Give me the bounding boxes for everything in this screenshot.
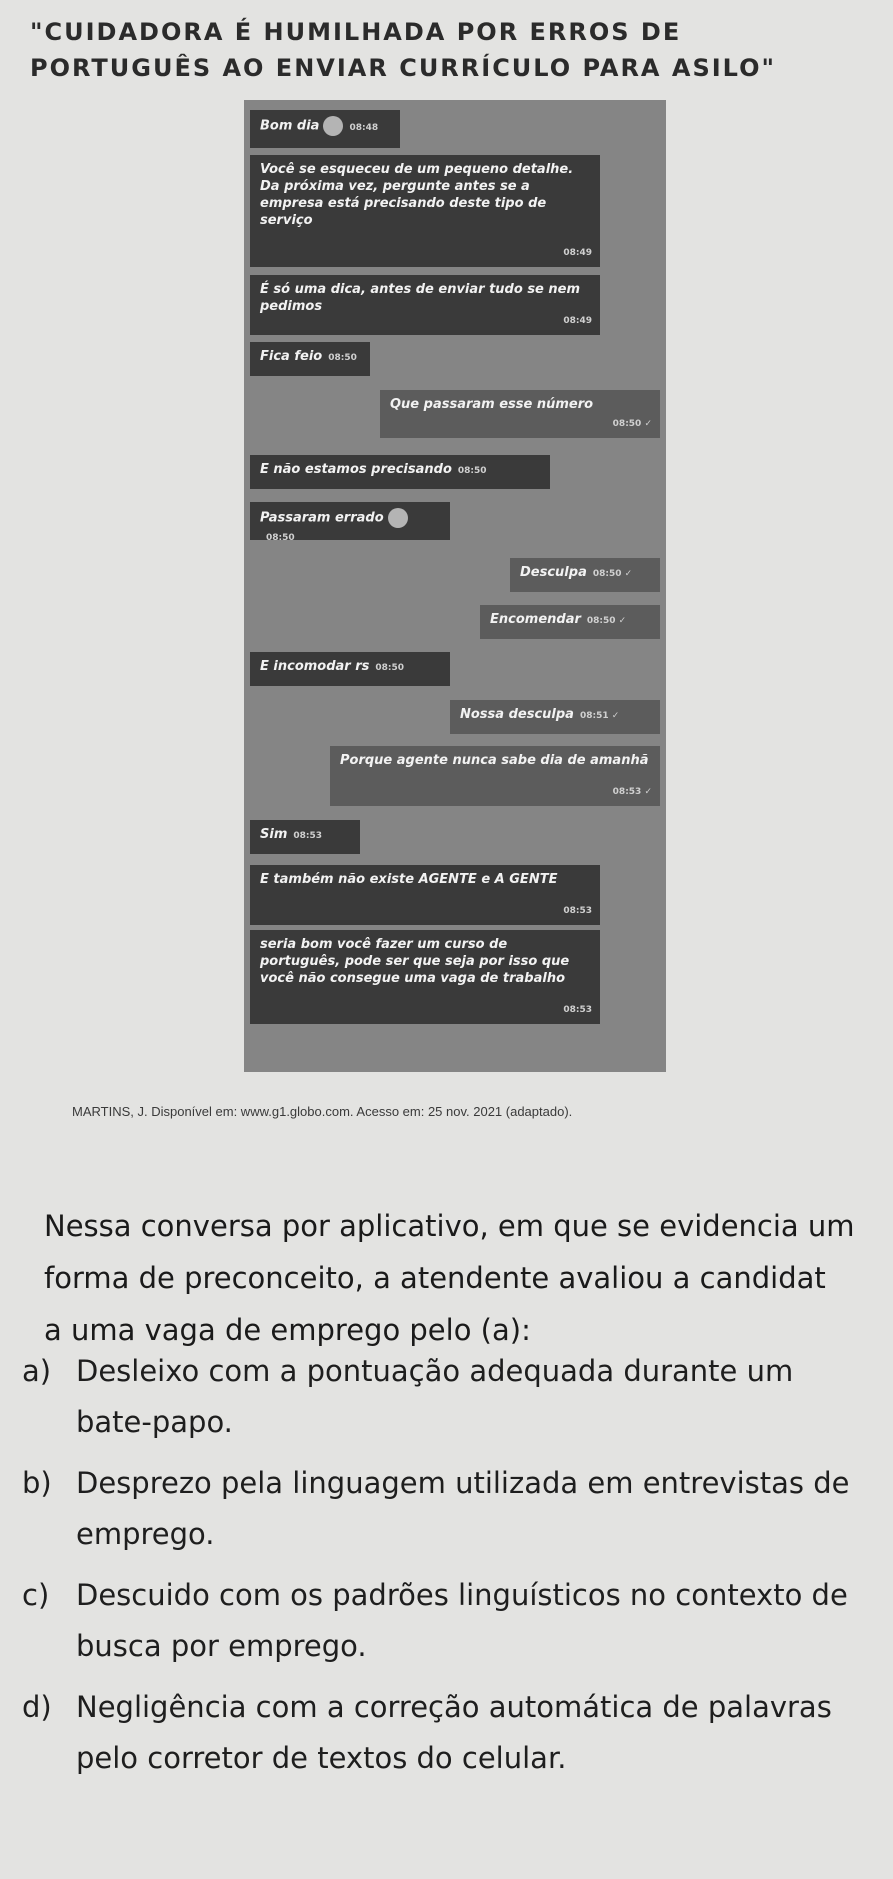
message-time: 08:50 ✓ — [612, 419, 652, 429]
option-letter: b) — [22, 1466, 52, 1500]
option-letter: a) — [22, 1354, 52, 1388]
question-line: forma de preconceito, a atendente avaliou a candidat — [44, 1261, 826, 1295]
message-text: E não estamos precisando — [260, 462, 452, 477]
message-text: Nossa desculpa — [460, 707, 574, 722]
message-time: 08:50 ✓ — [586, 616, 627, 626]
message-time: 08:53 — [563, 1005, 592, 1015]
incoming-message — [250, 455, 550, 489]
message-text: É só uma dica, antes de enviar tudo se nem pedimos — [260, 282, 585, 314]
message-text: Encomendar — [490, 612, 581, 627]
option-text: Desleixo com a pontuação adequada durante um bate-papo. — [76, 1354, 794, 1439]
message-time: 08:53 ✓ — [612, 787, 652, 797]
question-text — [44, 1200, 884, 1356]
incoming-message — [250, 110, 400, 148]
message-time: 08:49 — [563, 316, 592, 326]
news-headline: "CUIDADORA É HUMILHADA POR ERROS DE PORTUGUÊS AO ENVIAR CURRÍCULO PARA ASILO" — [30, 18, 776, 82]
incoming-message — [250, 342, 370, 376]
message-text: Sim — [260, 827, 288, 842]
option-text: Desprezo pela linguagem utilizada em entrevistas de emprego. — [76, 1466, 850, 1551]
outgoing-message — [380, 390, 660, 438]
message-time: 08:50 — [266, 533, 295, 543]
message-time: 08:49 — [563, 248, 592, 258]
option-c[interactable] — [22, 1570, 882, 1672]
source-caption: MARTINS, J. Disponível em: www.g1.globo.com. Acesso em: 25 nov. 2021 (adaptado). — [72, 1104, 573, 1119]
option-text: Descuido com os padrões linguísticos no contexto de busca por emprego. — [76, 1578, 848, 1663]
message-time: 08:50 — [457, 466, 487, 476]
incoming-message — [250, 155, 600, 267]
message-time: 08:50 — [375, 663, 405, 673]
message-text: E também não existe AGENTE e A GENTE — [260, 872, 558, 887]
answer-options — [22, 1346, 882, 1794]
incoming-message — [250, 275, 600, 335]
message-time: 08:50 — [328, 353, 357, 363]
message-text: Você se esqueceu de um pequeno detalhe. Da próxima vez, pergunte antes se a empresa está precisando deste tipo de serviço — [260, 162, 574, 228]
option-text: Negligência com a correção automática de palavras pelo corretor de textos do celular. — [76, 1690, 832, 1775]
outgoing-message — [330, 746, 660, 806]
option-letter: d) — [22, 1690, 52, 1724]
incoming-message — [250, 865, 600, 925]
message-text: Desculpa — [520, 565, 587, 580]
message-text: E incomodar rs — [260, 659, 370, 674]
option-d[interactable] — [22, 1682, 882, 1784]
message-text: Fica feio — [260, 349, 323, 364]
message-time: 08:50 ✓ — [592, 569, 633, 579]
message-text: Passaram errado — [260, 510, 384, 526]
message-text: seria bom você fazer um curso de português, pode ser que seja por isso que você não consegue uma vaga de trabalho — [260, 937, 574, 986]
message-time: 08:53 — [563, 906, 592, 916]
chat-screenshot — [244, 100, 666, 1072]
question-line: a uma vaga de emprego pelo (a): — [44, 1313, 531, 1347]
incoming-message — [250, 502, 450, 543]
incoming-message — [250, 652, 450, 686]
message-time: 08:53 — [293, 831, 323, 841]
emoji-icon — [323, 116, 343, 136]
incoming-message — [250, 930, 600, 1024]
emoji-icon — [388, 508, 408, 528]
message-text: Bom dia — [260, 118, 320, 134]
outgoing-message — [510, 558, 660, 592]
option-b[interactable] — [22, 1458, 882, 1560]
message-time: 08:51 ✓ — [579, 711, 620, 721]
question-line: Nessa conversa por aplicativo, em que se evidencia um — [44, 1209, 855, 1243]
message-text: Porque agente nunca sabe dia de amanhã — [340, 753, 649, 768]
outgoing-message — [480, 605, 660, 639]
outgoing-message — [450, 700, 660, 734]
message-time: 08:48 — [349, 122, 379, 133]
option-letter: c) — [22, 1578, 50, 1612]
option-a[interactable] — [22, 1346, 882, 1448]
message-text: Que passaram esse número — [390, 397, 594, 412]
incoming-message — [250, 820, 360, 854]
